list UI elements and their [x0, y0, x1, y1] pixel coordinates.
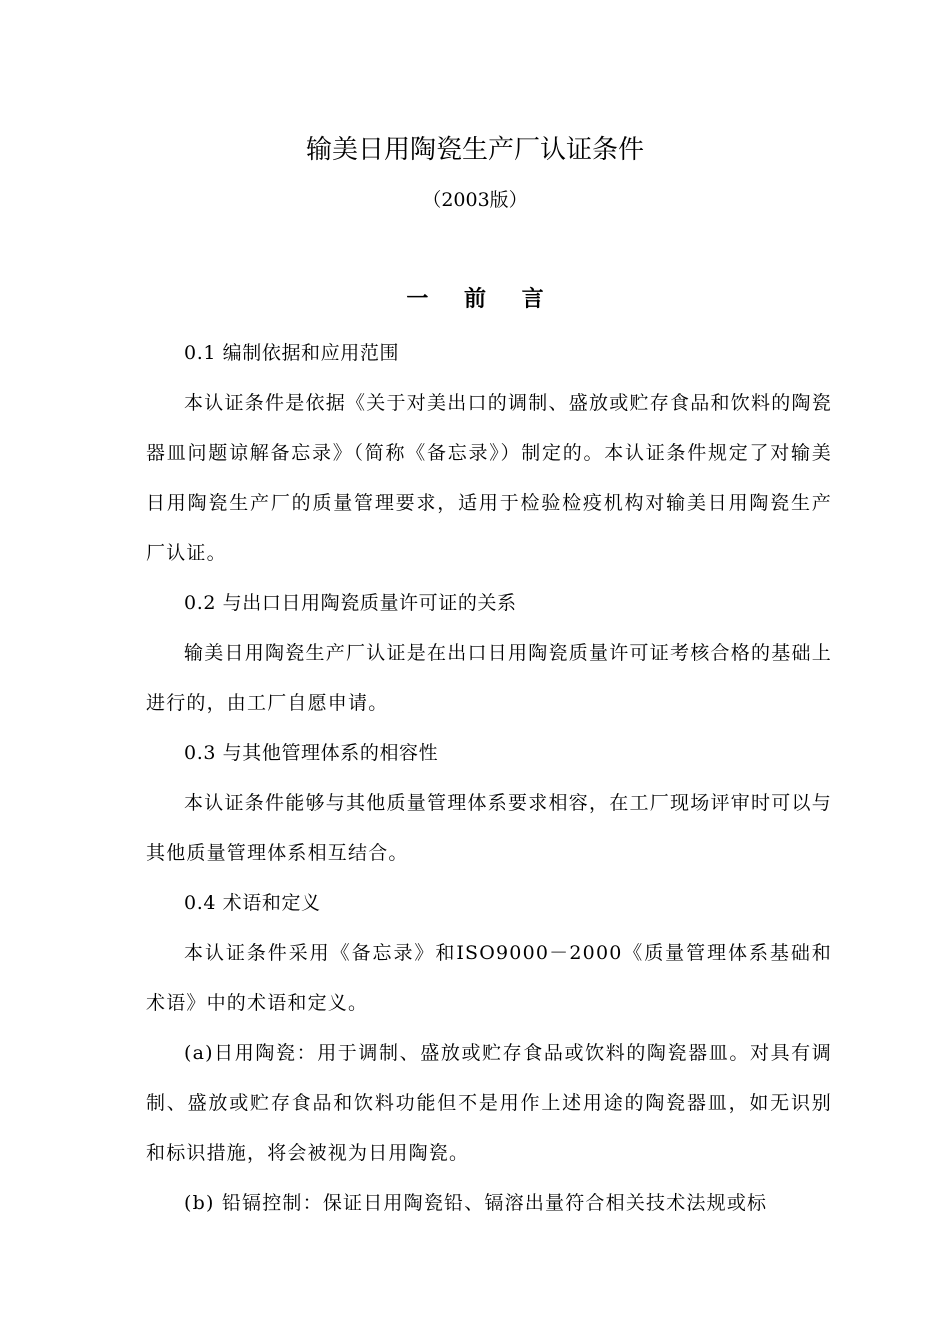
body-paragraph: 输美日用陶瓷生产厂认证是在出口日用陶瓷质量许可证考核合格的基础上进行的，由工厂自愿申请。 [146, 642, 832, 714]
document-edition: （2003版） [422, 189, 528, 211]
clause-heading: 0.2 与出口日用陶瓷质量许可证的关系 [184, 592, 517, 614]
definition-paragraph: (b) 铅镉控制：保证日用陶瓷铅、镉溶出量符合相关技术法规或标 [184, 1192, 768, 1214]
body-paragraph: 本认证条件能够与其他质量管理体系要求相容，在工厂现场评审时可以与其他质量管理体系相互结合。 [146, 792, 832, 864]
document-body [146, 328, 832, 1228]
clause-heading: 0.1 编制依据和应用范围 [184, 342, 400, 364]
document-title: 输美日用陶瓷生产厂认证条件 [305, 135, 644, 165]
body-paragraph: 本认证条件是依据《关于对美出口的调制、盛放或贮存食品和饮料的陶瓷器皿问题谅解备忘录》（简称《备忘录》）制定的。本认证条件规定了对输美日用陶瓷生产厂的质量管理要求，适用于检验检疫机构对输美日用陶瓷生产厂认证。 [146, 392, 832, 564]
definition-paragraph: (a)日用陶瓷：用于调制、盛放或贮存食品或饮料的陶瓷器皿。对具有调制、盛放或贮存食品和饮料功能但不是用作上述用途的陶瓷器皿，如无识别和标识措施，将会被视为日用陶瓷。 [146, 1042, 832, 1164]
body-paragraph: 本认证条件采用《备忘录》和ISO9000－2000《质量管理体系基础和术语》中的术语和定义。 [146, 942, 832, 1014]
section-heading: 一 前 言 [406, 287, 558, 312]
clause-heading: 0.3 与其他管理体系的相容性 [184, 742, 439, 764]
clause-heading: 0.4 术语和定义 [184, 892, 321, 914]
